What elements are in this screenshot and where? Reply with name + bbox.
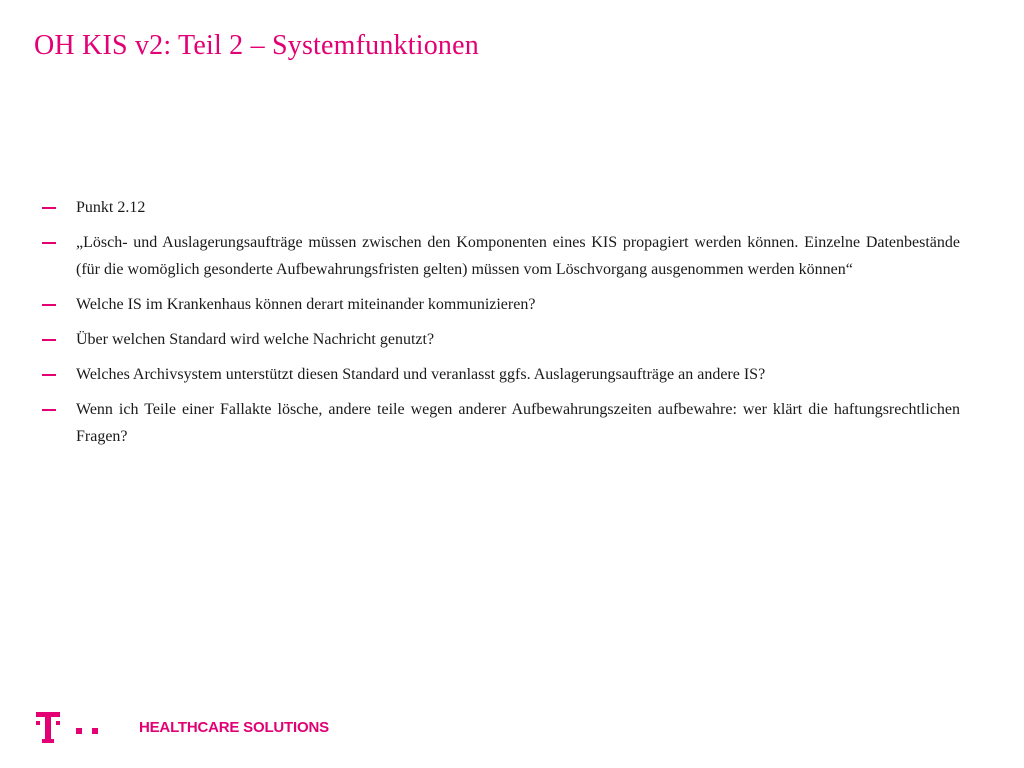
dash-bullet-icon: [42, 409, 56, 411]
dash-bullet-icon: [42, 207, 56, 209]
dash-bullet-icon: [42, 374, 56, 376]
slide-title: OH KIS v2: Teil 2 – Systemfunktionen: [34, 30, 479, 61]
bullet-item: [42, 396, 960, 450]
bullet-item: [42, 194, 960, 221]
telekom-t-logo-icon: [36, 712, 106, 744]
bullet-text: Wenn ich Teile einer Fallakte lösche, andere teile wegen anderer Aufbewahrungszeiten aufbewahre: wer klärt die haftungsrechtlichen Fragen?: [76, 401, 960, 445]
bullet-list: [42, 194, 960, 458]
bullet-text: „Lösch- und Auslagerungsaufträge müssen zwischen den Komponenten eines KIS propagiert werden können. Einzelne Datenbestände (für die womöglich gesonderte Aufbewahrungsfristen gelten) müssen vom Löschvorgang ausgenommen werden können“: [76, 234, 960, 278]
bullet-item: [42, 361, 960, 388]
bullet-text: Welches Archivsystem unterstützt diesen Standard und veranlasst ggfs. Auslagerungsaufträge an andere IS?: [76, 366, 766, 383]
bullet-text: Über welchen Standard wird welche Nachricht genutzt?: [76, 331, 435, 348]
bullet-text: Punkt 2.12: [76, 199, 146, 216]
brand-text: HEALTHCARE SOLUTIONS: [139, 719, 329, 736]
dash-bullet-icon: [42, 339, 56, 341]
bullet-item: [42, 326, 960, 353]
bullet-item: [42, 229, 960, 283]
bullet-item: [42, 291, 960, 318]
footer: [36, 712, 356, 744]
dash-bullet-icon: [42, 304, 56, 306]
bullet-text: Welche IS im Krankenhaus können derart miteinander kommunizieren?: [76, 296, 536, 313]
dash-bullet-icon: [42, 242, 56, 244]
